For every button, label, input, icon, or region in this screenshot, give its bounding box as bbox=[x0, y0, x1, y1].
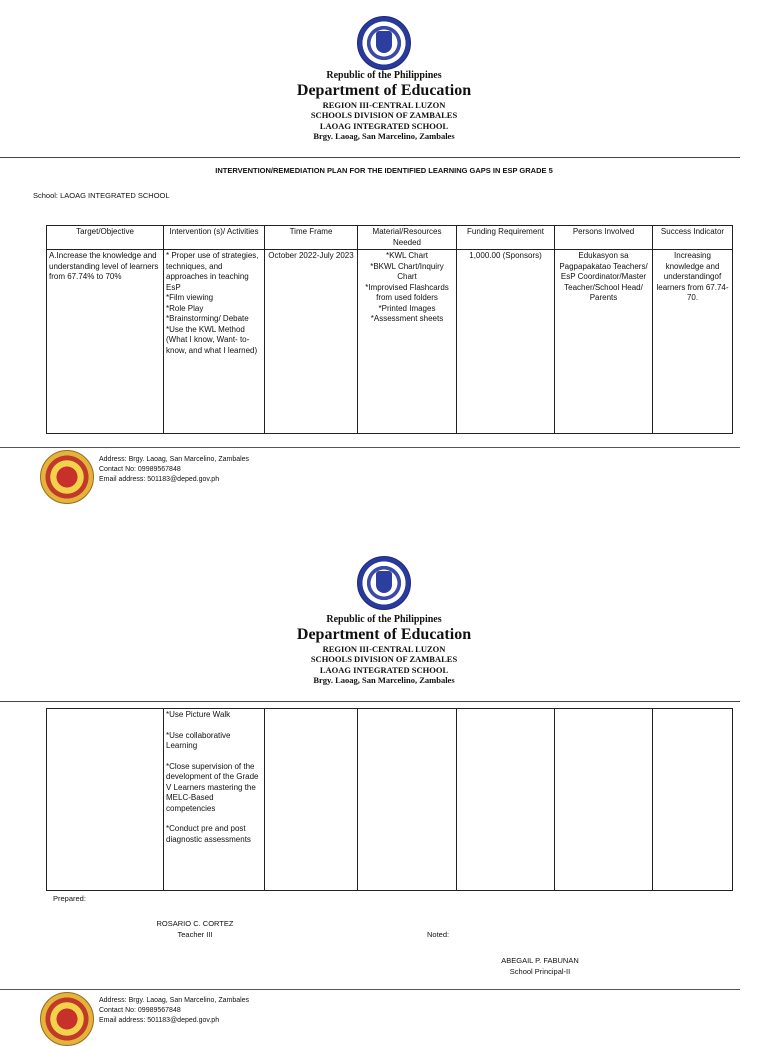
deped-seal-icon bbox=[357, 16, 411, 70]
header-region: REGION III-CENTRAL LUZON bbox=[322, 644, 446, 654]
footer-email: Email address: 501183@deped.gov.ph bbox=[99, 476, 220, 483]
persons-cell bbox=[555, 709, 653, 891]
column-header: Intervention (s)/ Activities bbox=[164, 226, 265, 250]
intervention-item: *Brainstorming/ Debate bbox=[166, 314, 249, 323]
footer-address: Address: Brgy. Laoag, San Marcelino, Zambales bbox=[99, 456, 250, 463]
footer-divider bbox=[0, 447, 740, 448]
plan-table bbox=[46, 225, 733, 434]
preparer-title: Teacher III bbox=[177, 930, 213, 939]
indicator-cell: Increasing knowledge and understandingof learners from 67.74-70. bbox=[653, 250, 733, 434]
footer-email: Email address: 501183@deped.gov.ph bbox=[99, 1017, 220, 1024]
noted-label: Noted: bbox=[427, 930, 450, 939]
header-republic: Republic of the Philippines bbox=[326, 70, 442, 81]
interventions-cell bbox=[164, 250, 265, 434]
column-header: Material/Resources Needed bbox=[358, 226, 457, 250]
school-logo-icon bbox=[40, 450, 94, 504]
materials-cell bbox=[358, 709, 457, 891]
footer-contact bbox=[99, 455, 249, 485]
materials-cell bbox=[358, 250, 457, 434]
footer-phone: Contact No: 09989567848 bbox=[99, 466, 181, 473]
column-header: Funding Requirement bbox=[457, 226, 555, 250]
footer-divider bbox=[0, 989, 740, 990]
noter-block bbox=[480, 955, 600, 977]
intervention-item: *Use the KWL Method (What I know, Want- to-know, and what I learned) bbox=[166, 324, 258, 355]
target-cell bbox=[47, 709, 164, 891]
intervention-item: *Film viewing bbox=[166, 293, 214, 302]
prepared-label: Prepared: bbox=[53, 894, 86, 903]
header-division: SCHOOLS DIVISION OF ZAMBALES bbox=[310, 110, 458, 120]
deped-seal-icon bbox=[357, 556, 411, 610]
column-header: Success Indicator bbox=[653, 226, 733, 250]
material-item: *Assessment sheets bbox=[370, 314, 444, 323]
material-item: *Printed Images bbox=[378, 303, 436, 313]
header-divider bbox=[0, 157, 740, 158]
header-region: REGION III-CENTRAL LUZON bbox=[322, 100, 446, 110]
header-divider bbox=[0, 701, 740, 702]
preparer-name: ROSARIO C. CORTEZ bbox=[156, 919, 234, 928]
header-department: Department of Education bbox=[296, 626, 472, 643]
header-school: LAOAG INTEGRATED SCHOOL bbox=[319, 665, 449, 675]
intervention-item: * Proper use of strategies, techniques, and approaches in teaching EsP bbox=[166, 251, 259, 292]
preparer-block bbox=[140, 918, 250, 940]
doc-title: INTERVENTION/REMEDIATION PLAN FOR THE IDENTIFIED LEARNING GAPS IN ESP GRADE 5 bbox=[215, 166, 553, 175]
material-item: *Improvised Flashcards from used folders bbox=[365, 282, 449, 302]
intervention-item: *Close supervision of the development of the Grade V Learners mastering the MELC-Based competencies bbox=[166, 761, 259, 813]
material-item: *KWL Chart bbox=[386, 251, 428, 260]
header-department: Department of Education bbox=[296, 82, 472, 99]
footer-contact bbox=[99, 996, 249, 1026]
time-frame-cell bbox=[265, 709, 358, 891]
intervention-item: *Use Picture Walk bbox=[166, 710, 231, 719]
indicator-cell bbox=[653, 709, 733, 891]
funding-cell: 1,000.00 (Sponsors) bbox=[457, 250, 555, 434]
column-header: Persons Involved bbox=[555, 226, 653, 250]
persons-cell: Edukasyon sa Pagpapakatao Teachers/ EsP Coordinator/Master Teacher/School Head/ Parents bbox=[555, 250, 653, 434]
header-school: LAOAG INTEGRATED SCHOOL bbox=[319, 121, 449, 131]
header-republic: Republic of the Philippines bbox=[326, 614, 442, 625]
school-logo-icon bbox=[40, 992, 94, 1046]
plan-table-continued bbox=[46, 708, 733, 891]
footer-phone: Contact No: 09989567848 bbox=[99, 1007, 181, 1014]
funding-cell bbox=[457, 709, 555, 891]
interventions-cell bbox=[164, 709, 265, 891]
material-item: *BKWL Chart/Inquiry Chart bbox=[370, 261, 444, 281]
target-cell: A.Increase the knowledge and understanding level of learners from 67.74% to 70% bbox=[47, 250, 164, 434]
school-line: School: LAOAG INTEGRATED SCHOOL bbox=[33, 191, 170, 200]
header-address: Brgy. Laoag, San Marcelino, Zambales bbox=[313, 131, 455, 141]
header-division: SCHOOLS DIVISION OF ZAMBALES bbox=[310, 654, 458, 664]
noter-name: ABEGAIL P. FABUNAN bbox=[501, 956, 579, 965]
column-header: Target/Objective bbox=[47, 226, 164, 250]
footer-address: Address: Brgy. Laoag, San Marcelino, Zambales bbox=[99, 997, 250, 1004]
intervention-item: *Role Play bbox=[166, 303, 204, 313]
noter-title: School Principal-II bbox=[509, 967, 571, 976]
intervention-item: *Use collaborative Learning bbox=[166, 730, 231, 750]
time-frame-cell: October 2022-July 2023 bbox=[265, 250, 358, 434]
header-address: Brgy. Laoag, San Marcelino, Zambales bbox=[313, 675, 455, 685]
column-header: Time Frame bbox=[265, 226, 358, 250]
intervention-item: *Conduct pre and post diagnostic assessments bbox=[166, 824, 251, 844]
